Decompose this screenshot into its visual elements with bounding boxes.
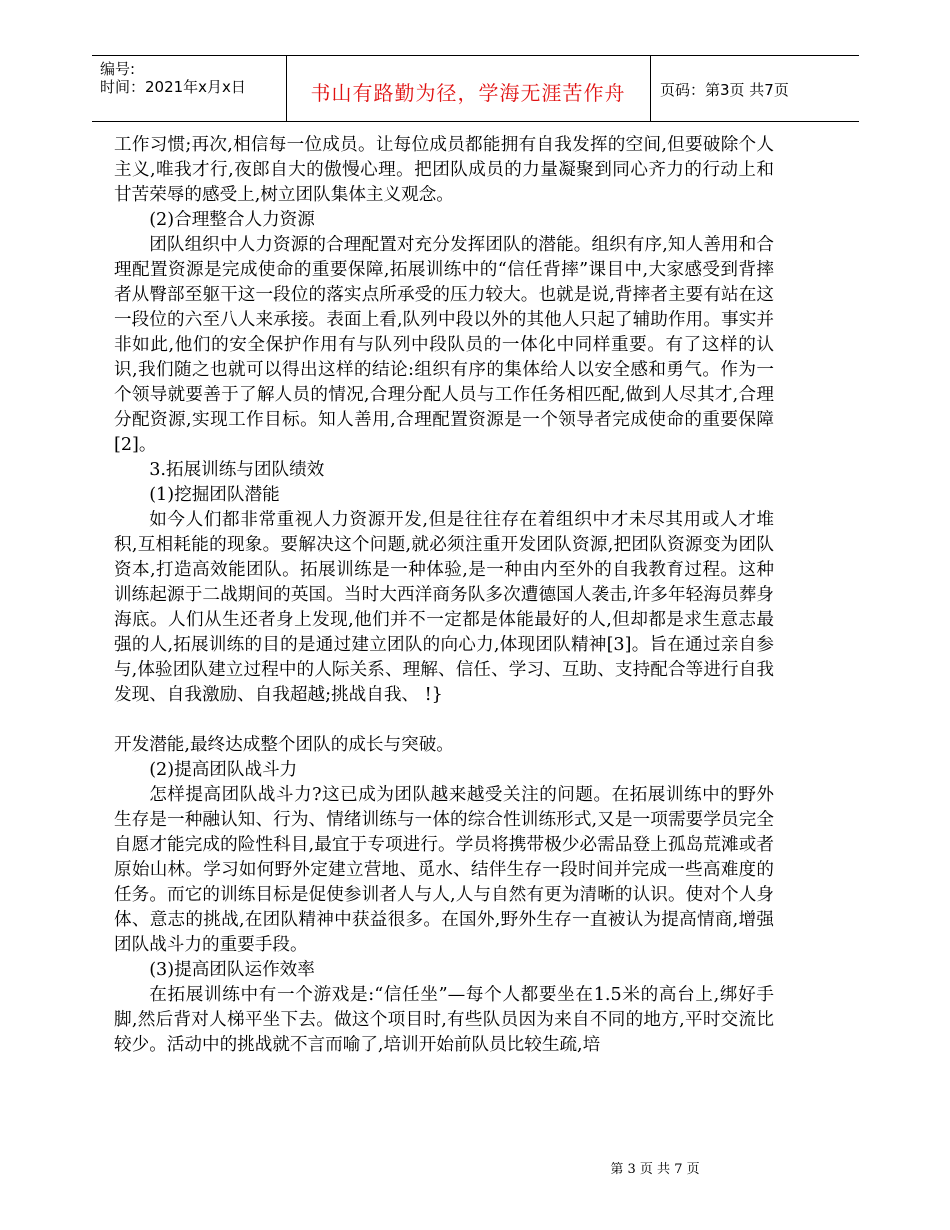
paragraph: (1)挖掘团队潜能 [149, 485, 280, 505]
paragraph: 如今人们都非常重视人力资源开发,但是往往存在着组织中才未尽其用或人才堆积,互相耗能的现象。要解决这个问题,就必须注重开发团队资源,把团队资源变为团队资本,打造高效能团队。拓展训练是一种体验,是一种由内至外的自我教育过程。这种训练起源于二战期间的英国。当时大西洋商务队多次遭德国人袭击,许多年轻海员葬身海底。人们从生还者身上发现,他们并不一定都是体能最好的人,但却都是求生意志最强的人,拓展训练的目的是通过建立团队的向心力,体现团队精神[3]。旨在通过亲自参与,体验团队建立过程中的人际关系、理解、信任、学习、互助、支持配合等进行自我发现、自我激励、自我超越;挑战自我、 !} [114, 510, 774, 705]
paragraph-gap [114, 708, 774, 733]
header-top-rule [92, 55, 859, 56]
document-number-label: 编号: [100, 60, 136, 78]
header-page-label: 页码：第3页 共7页 [660, 81, 789, 99]
paragraph: 开发潜能,最终达成整个团队的成长与突破。 [114, 735, 454, 755]
paragraph: (2)提高团队战斗力 [149, 760, 298, 780]
paragraph: 3.拓展训练与团队绩效 [149, 460, 325, 480]
header-motto: 书山有路勤为径，学海无涯苦作舟 [310, 81, 626, 105]
header-meta [100, 60, 246, 96]
document-body [114, 133, 774, 1058]
paragraph: 怎样提高团队战斗力?这已成为团队越来越受关注的问题。在拓展训练中的野外生存是一种融认知、行为、情绪训练与一体的综合性训练形式,又是一项需要学员完全自愿才能完成的险性科目,最宜于专项进行。学员将携带极少必需品登上孤岛荒滩或者原始山林。学习如何野外定建立营地、觅水、结伴生存一段时间并完成一些高难度的任务。而它的训练目标是促使参训者人与人,人与自然有更为清晰的认识。使对个人身体、意志的挑战,在团队精神中获益很多。在国外,野外生存一直被认为提高情商,增强团队战斗力的重要手段。 [114, 785, 774, 955]
paragraph: 工作习惯;再次,相信每一位成员。让每位成员都能拥有自我发挥的空间,但要破除个人主义,唯我才行,夜郎自大的傲慢心理。把团队成员的力量凝聚到同心齐力的行动上和甘苦荣辱的感受上,树立团队集体主义观念。 [114, 135, 774, 205]
paragraph: 团队组织中人力资源的合理配置对充分发挥团队的潜能。组织有序,知人善用和合理配置资源是完成使命的重要保障,拓展训练中的“信任背摔”课目中,大家感受到背摔者从臀部至躯干这一段位的落实点所承受的压力较大。也就是说,背摔者主要有站在这一段位的六至八人来承接。表面上看,队列中段以外的其他人只起了辅助作用。事实并非如此,他们的安全保护作用有与队列中段队员的一体化中同样重要。有了这样的认识,我们随之也就可以得出这样的结论:组织有序的集体给人以安全感和勇气。作为一个领导就要善于了解人员的情况,合理分配人员与工作任务相匹配,做到人尽其才,合理分配资源,实现工作目标。知人善用,合理配置资源是一个领导者完成使命的重要保障[2]。 [114, 235, 774, 455]
paragraph: (3)提高团队运作效率 [149, 960, 315, 980]
document-time-label: 时间：2021年x月x日 [100, 78, 246, 96]
paragraph: (2)合理整合人力资源 [149, 210, 315, 230]
header-divider-right [650, 55, 651, 121]
paragraph: 在拓展训练中有一个游戏是:“信任坐”—每个人都要坐在1.5米的高台上,绑好手脚,然后背对人梯平坐下去。做这个项目时,有些队员因为来自不同的地方,平时交流比较少。活动中的挑战就不言而喻了,培训开始前队员比较生疏,培 [114, 985, 774, 1055]
page-footer: 第 3 页 共 7 页 [610, 1162, 700, 1177]
header-bottom-rule [92, 121, 859, 122]
